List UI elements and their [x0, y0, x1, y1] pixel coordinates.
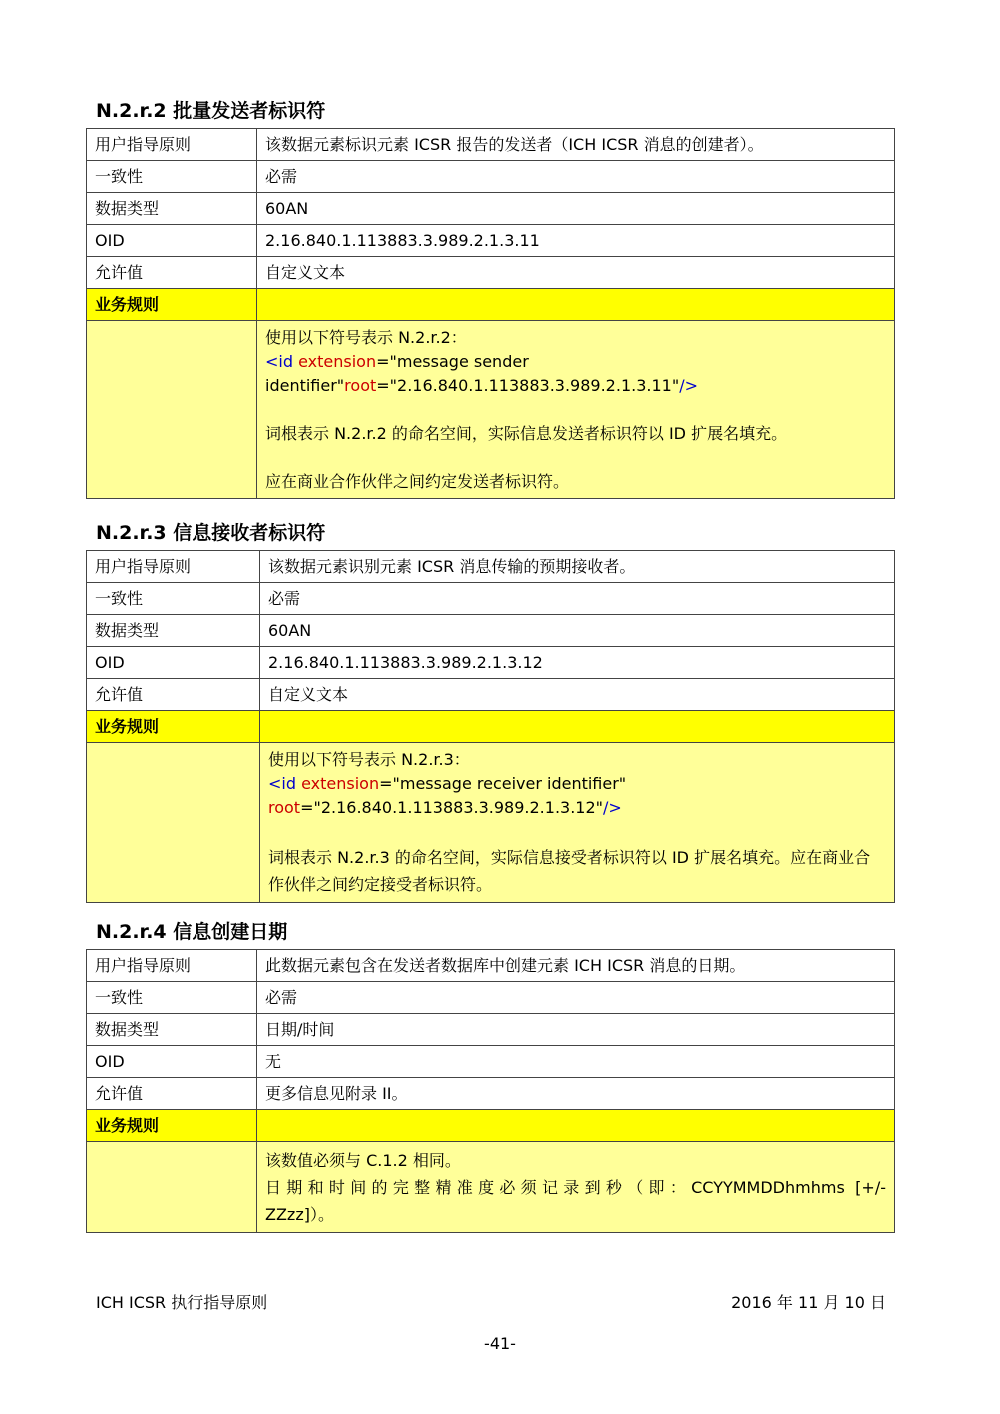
- table-row: [87, 1046, 895, 1078]
- code-ext-value: ="message receiver identifier": [379, 774, 627, 793]
- row-label: 数据类型: [87, 193, 257, 225]
- table-row: [87, 679, 895, 711]
- rules-para: 词根表示 N.2.r.2 的命名空间，实际信息发送者标识符以 ID 扩展名填充。: [265, 424, 788, 443]
- code-ext-value2: identifier": [265, 376, 345, 395]
- table-n2r2: [86, 128, 895, 499]
- code-ext-attr: extension: [298, 352, 377, 371]
- rules-content: [257, 321, 895, 499]
- table-row: [87, 551, 895, 583]
- rules-spacer: [87, 321, 257, 499]
- code-tag: id: [278, 352, 294, 371]
- table-row: [87, 647, 895, 679]
- footer-doc-title: ICH ICSR 执行指导原则: [96, 1293, 268, 1312]
- row-value: 必需: [260, 583, 895, 615]
- code-root-attr: root: [268, 798, 301, 817]
- row-value: [260, 711, 895, 743]
- table-row: [87, 615, 895, 647]
- row-value: 更多信息见附录 II。: [257, 1078, 895, 1110]
- rules-line: ZZzz]）。: [265, 1205, 334, 1224]
- row-value: 2.16.840.1.113883.3.989.2.1.3.11: [257, 225, 895, 257]
- table-row: [87, 161, 895, 193]
- rules-content: [260, 743, 895, 903]
- business-rules-header: [87, 1110, 895, 1142]
- row-label: 数据类型: [87, 1014, 257, 1046]
- row-label: 用户指导原则: [87, 950, 257, 982]
- row-value: [257, 289, 895, 321]
- row-label: 允许值: [87, 257, 257, 289]
- rules-line: 该数值必须与 C.1.2 相同。: [265, 1151, 461, 1170]
- business-rules-header: [87, 289, 895, 321]
- row-label: OID: [87, 225, 257, 257]
- row-label: 允许值: [87, 1078, 257, 1110]
- row-label: 一致性: [87, 161, 257, 193]
- row-value: 2.16.840.1.113883.3.989.2.1.3.12: [260, 647, 895, 679]
- code-tag: id: [281, 774, 297, 793]
- table-row: [87, 982, 895, 1014]
- table-n2r4: [86, 949, 895, 1233]
- page-number: -41-: [484, 1334, 516, 1353]
- row-value: 该数据元素识别元素 ICSR 消息传输的预期接收者。: [260, 551, 895, 583]
- code-ext-value: ="message sender: [376, 352, 529, 371]
- section-title-n2r4: N.2.r.4 信息创建日期: [96, 921, 288, 943]
- rules-intro: 使用以下符号表示 N.2.r.3：: [268, 750, 470, 769]
- row-value: 60AN: [260, 615, 895, 647]
- table-row: [87, 950, 895, 982]
- code-ext-attr: extension: [301, 774, 380, 793]
- rules-intro: 使用以下符号表示 N.2.r.2：: [265, 328, 467, 347]
- row-value: 此数据元素包含在发送者数据库中创建元素 ICH ICSR 消息的日期。: [257, 950, 895, 982]
- row-value: 必需: [257, 161, 895, 193]
- table-row: [87, 225, 895, 257]
- code-close: />: [679, 376, 698, 395]
- row-label: OID: [87, 1046, 257, 1078]
- rules-content: [257, 1142, 895, 1233]
- row-label: 用户指导原则: [87, 551, 260, 583]
- row-value: 日期/时间: [257, 1014, 895, 1046]
- code-root-value: ="2.16.840.1.113883.3.989.2.1.3.11": [376, 376, 680, 395]
- rules-spacer: [87, 743, 260, 903]
- rules-para: 应在商业合作伙伴之间约定发送者标识符。: [265, 472, 570, 491]
- row-value: 自定义文本: [260, 679, 895, 711]
- row-value: 必需: [257, 982, 895, 1014]
- rules-para: 词根表示 N.2.r.3 的命名空间，实际信息接受者标识符以 ID 扩展名填充。应在商业合作伙伴之间约定接受者标识符。: [268, 848, 871, 894]
- code-root-value: ="2.16.840.1.113883.3.989.2.1.3.12": [300, 798, 604, 817]
- business-rules-body: [87, 1142, 895, 1233]
- table-row: [87, 583, 895, 615]
- row-label: 业务规则: [87, 289, 257, 321]
- row-label: 数据类型: [87, 615, 260, 647]
- row-value: 60AN: [257, 193, 895, 225]
- table-n2r3: [86, 550, 895, 903]
- row-value: 无: [257, 1046, 895, 1078]
- business-rules-body: [87, 743, 895, 903]
- code-snippet: [265, 350, 886, 398]
- code-open: <: [265, 352, 279, 371]
- business-rules-header: [87, 711, 895, 743]
- table-row: [87, 1078, 895, 1110]
- section-title-n2r3: N.2.r.3 信息接收者标识符: [96, 522, 326, 544]
- code-close: />: [603, 798, 622, 817]
- row-label: 一致性: [87, 583, 260, 615]
- code-snippet: [268, 772, 886, 820]
- code-root-attr: root: [344, 376, 377, 395]
- row-label: 用户指导原则: [87, 129, 257, 161]
- row-label: 业务规则: [87, 1110, 257, 1142]
- row-value: 自定义文本: [257, 257, 895, 289]
- row-label: 一致性: [87, 982, 257, 1014]
- code-open: <: [268, 774, 282, 793]
- rules-spacer: [87, 1142, 257, 1233]
- rules-line: 日期和时间的完整精准度必须记录到秒（即：CCYYMMDDhmhms [+/-: [265, 1178, 886, 1197]
- table-row: [87, 129, 895, 161]
- business-rules-body: [87, 321, 895, 499]
- table-row: [87, 257, 895, 289]
- row-value: 该数据元素标识元素 ICSR 报告的发送者（ICH ICSR 消息的创建者）。: [257, 129, 895, 161]
- table-row: [87, 1014, 895, 1046]
- row-value: [257, 1110, 895, 1142]
- row-label: 业务规则: [87, 711, 260, 743]
- row-label: OID: [87, 647, 260, 679]
- row-label: 允许值: [87, 679, 260, 711]
- section-title-n2r2: N.2.r.2 批量发送者标识符: [96, 100, 326, 122]
- table-row: [87, 193, 895, 225]
- footer-date: 2016 年 11 月 10 日: [731, 1293, 886, 1312]
